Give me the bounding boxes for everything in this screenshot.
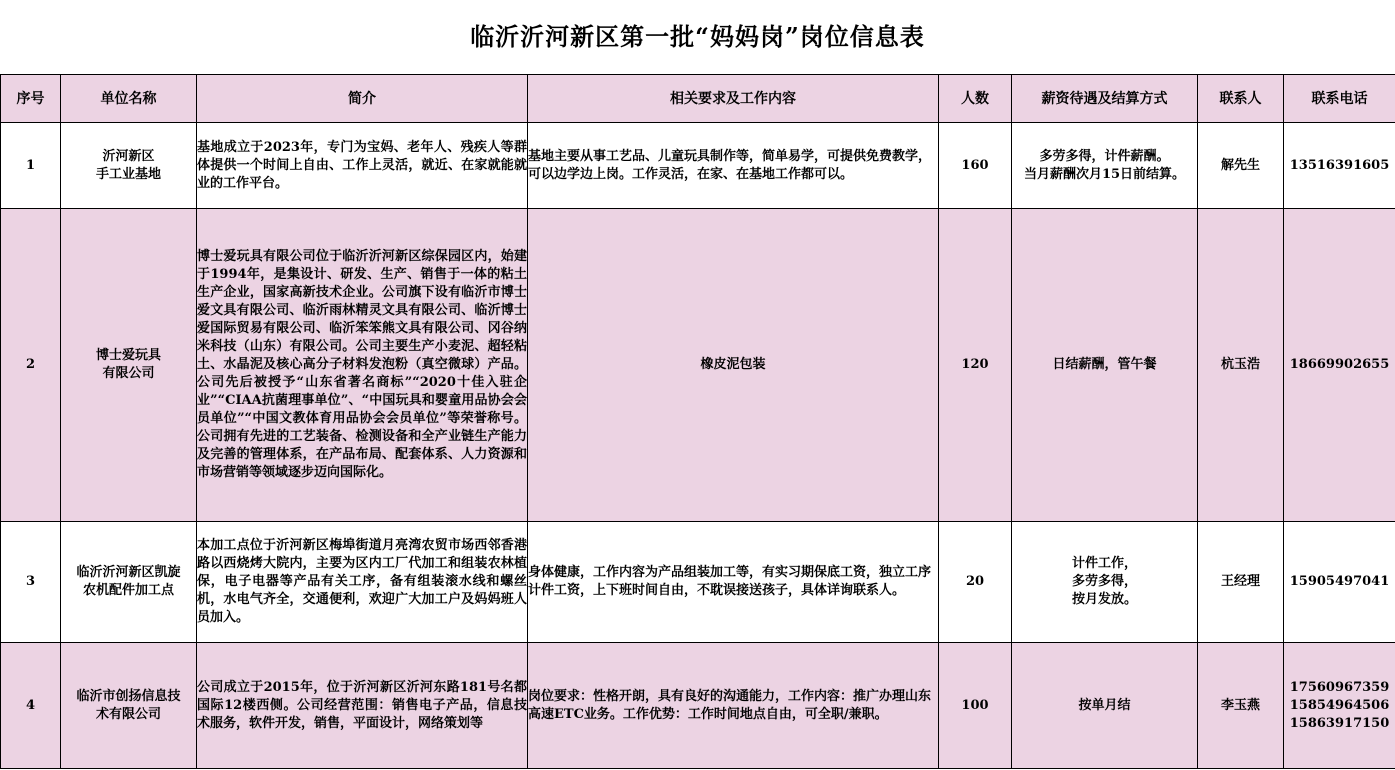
- cell-intro: 本加工点位于沂河新区梅埠街道月亮湾农贸市场西邻香港路以西烧烤大院内，主要为区内工厂代加工和组装农林植保，电子电器等产品有关工序，备有组装滚水线和螺丝机，水电气齐全，交通便利，欢迎广大加工户及妈妈班人员加入。: [197, 522, 528, 643]
- cell-count: 20: [939, 522, 1012, 643]
- cell-no: 3: [1, 522, 61, 643]
- header-count: 人数: [939, 75, 1012, 123]
- cell-count: 100: [939, 643, 1012, 769]
- cell-unit: 沂河新区 手工业基地: [61, 123, 197, 209]
- cell-unit: 博士爱玩具 有限公司: [61, 209, 197, 522]
- cell-no: 2: [1, 209, 61, 522]
- header-intro: 简介: [197, 75, 528, 123]
- cell-phone: 18669902655: [1284, 209, 1395, 522]
- table-row: [1, 522, 1395, 643]
- cell-contact: 杭玉浩: [1198, 209, 1284, 522]
- cell-phone: 17560967359 15854964506 15863917150: [1284, 643, 1395, 769]
- table-row: [1, 209, 1395, 522]
- header-contact: 联系人: [1198, 75, 1284, 123]
- cell-intro: 公司成立于2015年，位于沂河新区沂河东路181号名都国际12楼西侧。公司经营范围：销售电子产品，信息技术服务，软件开发，销售，平面设计，网络策划等: [197, 643, 528, 769]
- cell-contact: 李玉燕: [1198, 643, 1284, 769]
- table-row: [1, 643, 1395, 769]
- header-salary: 薪资待遇及结算方式: [1012, 75, 1198, 123]
- page-title: 临沂沂河新区第一批“妈妈岗”岗位信息表: [470, 22, 925, 51]
- cell-contact: 王经理: [1198, 522, 1284, 643]
- cell-unit: 临沂市创扬信息技 术有限公司: [61, 643, 197, 769]
- cell-salary: 计件工作， 多劳多得， 按月发放。: [1012, 522, 1198, 643]
- table-row: [1, 123, 1395, 209]
- cell-phone: 15905497041: [1284, 522, 1395, 643]
- header-unit: 单位名称: [61, 75, 197, 123]
- cell-no: 1: [1, 123, 61, 209]
- cell-salary: 日结薪酬，管午餐: [1012, 209, 1198, 522]
- cell-unit: 临沂沂河新区凯旋 农机配件加工点: [61, 522, 197, 643]
- cell-phone: 13516391605: [1284, 123, 1395, 209]
- header-no: 序号: [1, 75, 61, 123]
- cell-salary: 按单月结: [1012, 643, 1198, 769]
- cell-requirements: 身体健康，工作内容为产品组装加工等，有实习期保底工资，独立工序计件工资，上下班时间自由，不耽误接送孩子，具体详询联系人。: [528, 522, 939, 643]
- cell-intro: 博士爱玩具有限公司位于临沂沂河新区综保园区内，始建于1994年，是集设计、研发、生产、销售于一体的粘土生产企业，国家高新技术企业。公司旗下设有临沂市博士爱文具有限公司、临沂雨林精灵文具有限公司、临沂博士爱国际贸易有限公司、临沂笨笨熊文具有限公司、冈谷纳米科技（山东）有限公司。公司主要生产小麦泥、超轻粘土、水晶泥及核心高分子材料发泡粉（真空微球）产品。公司先后被授予“山东省著名商标”“2020十佳入驻企业”“CIAA抗菌理事单位”、“中国玩具和婴童用品协会会员单位”“中国文教体育用品协会会员单位”等荣誉称号。公司拥有先进的工艺装备、检测设备和全产业链生产能力及完善的管理体系，在产品布局、配套体系、人力资源和市场营销等领域逐步迈向国际化。: [197, 209, 528, 522]
- job-info-table: [0, 74, 1395, 769]
- cell-count: 160: [939, 123, 1012, 209]
- cell-contact: 解先生: [1198, 123, 1284, 209]
- cell-requirements: 基地主要从事工艺品、儿童玩具制作等，简单易学，可提供免费教学，可以边学边上岗。工作灵活，在家、在基地工作都可以。: [528, 123, 939, 209]
- cell-intro: 基地成立于2023年，专门为宝妈、老年人、残疾人等群体提供一个时间上自由、工作上灵活，就近、在家就能就业的工作平台。: [197, 123, 528, 209]
- cell-requirements: 岗位要求：性格开朗，具有良好的沟通能力，工作内容：推广办理山东高速ETC业务。工作优势：工作时间地点自由，可全职/兼职。: [528, 643, 939, 769]
- cell-count: 120: [939, 209, 1012, 522]
- header-phone: 联系电话: [1284, 75, 1395, 123]
- header-row: [1, 75, 1395, 123]
- cell-requirements: 橡皮泥包装: [528, 209, 939, 522]
- header-requirements: 相关要求及工作内容: [528, 75, 939, 123]
- cell-no: 4: [1, 643, 61, 769]
- cell-salary: 多劳多得，计件薪酬。 当月薪酬次月15日前结算。: [1012, 123, 1198, 209]
